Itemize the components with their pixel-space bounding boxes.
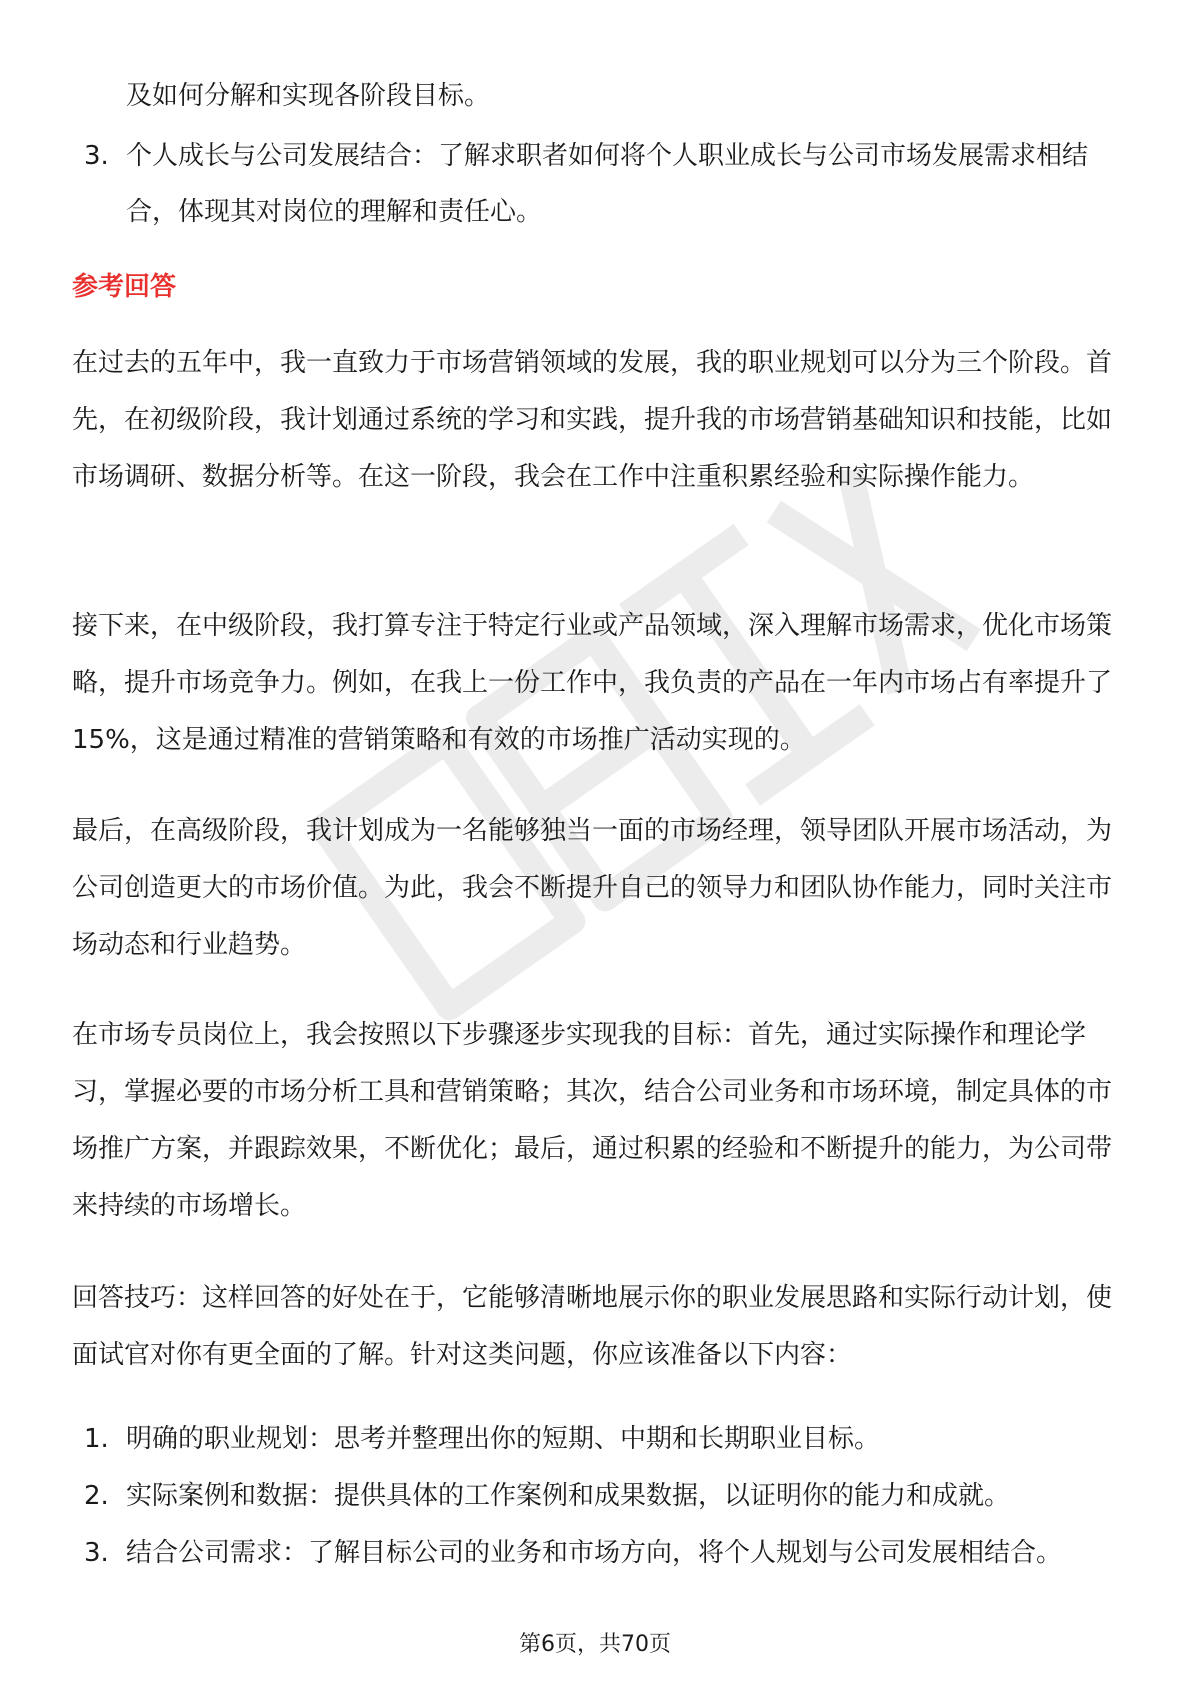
list-item-text: 结合公司需求：了解目标公司的业务和市场方向，将个人规划与公司发展相结合。 bbox=[126, 1538, 1063, 1568]
answer-paragraph-1: 在过去的五年中，我一直致力于市场营销领域的发展，我的职业规划可以分为三个阶段。首先，在初级阶段，我计划通过系统的学习和实践，提升我的市场营销基础知识和技能，比如市场调研、数据分析等。在这一阶段，我会在工作中注重积累经验和实际操作能力。 bbox=[72, 348, 1113, 492]
answer-paragraph-3: 最后，在高级阶段，我计划成为一名能够独当一面的市场经理，领导团队开展市场活动，为公司创造更大的市场价值。为此，我会不断提升自己的领导力和团队协作能力，同时关注市场动态和行业趋势。 bbox=[72, 816, 1113, 960]
answer-paragraph-4: 在市场专员岗位上，我会按照以下步骤逐步实现我的目标：首先，通过实际操作和理论学习，掌握必要的市场分析工具和营销策略；其次，结合公司业务和市场环境，制定具体的市场推广方案，并跟踪效果，不断优化；最后，通过积累的经验和不断提升的能力，为公司带来持续的市场增长。 bbox=[72, 1020, 1113, 1221]
list-item bbox=[0, 1525, 1190, 1582]
answer-paragraph-2: 接下来，在中级阶段，我打算专注于特定行业或产品领域，深入理解市场需求，优化市场策略，提升市场竞争力。例如，在我上一份工作中，我负责的产品在一年内市场占有率提升了15%，这是通过精准的营销策略和有效的市场推广活动实现的。 bbox=[72, 611, 1113, 755]
list-item-number: 1. bbox=[84, 1424, 109, 1454]
list-item-text: 明确的职业规划：思考并整理出你的短期、中期和长期职业目标。 bbox=[126, 1424, 881, 1454]
section-heading-reference-answer: 参考回答 bbox=[72, 272, 177, 302]
list-item-text: 个人成长与公司发展结合：了解求职者如何将个人职业成长与公司市场发展需求相结合，体现其对岗位的理解和责任心。 bbox=[126, 141, 1089, 227]
evaluation-points-list bbox=[0, 128, 1190, 240]
list-item-text: 实际案例和数据：提供具体的工作案例和成果数据，以证明你的能力和成就。 bbox=[126, 1481, 1011, 1511]
page-number: 第6页，共70页 bbox=[519, 1632, 671, 1657]
list-item-number: 3. bbox=[84, 1538, 109, 1568]
list-item-continuation: 及如何分解和实现各阶段目标。 bbox=[126, 81, 491, 111]
list-item-number: 3. bbox=[84, 141, 109, 171]
list-item bbox=[0, 128, 1190, 240]
answer-tips-paragraph: 回答技巧：这样回答的好处在于，它能够清晰地展示你的职业发展思路和实际行动计划，使面试官对你有更全面的了解。针对这类问题，你应该准备以下内容： bbox=[72, 1283, 1113, 1370]
list-item-number: 2. bbox=[84, 1481, 109, 1511]
list-item bbox=[0, 1468, 1190, 1525]
tips-list bbox=[0, 1411, 1190, 1582]
list-item bbox=[0, 1411, 1190, 1468]
